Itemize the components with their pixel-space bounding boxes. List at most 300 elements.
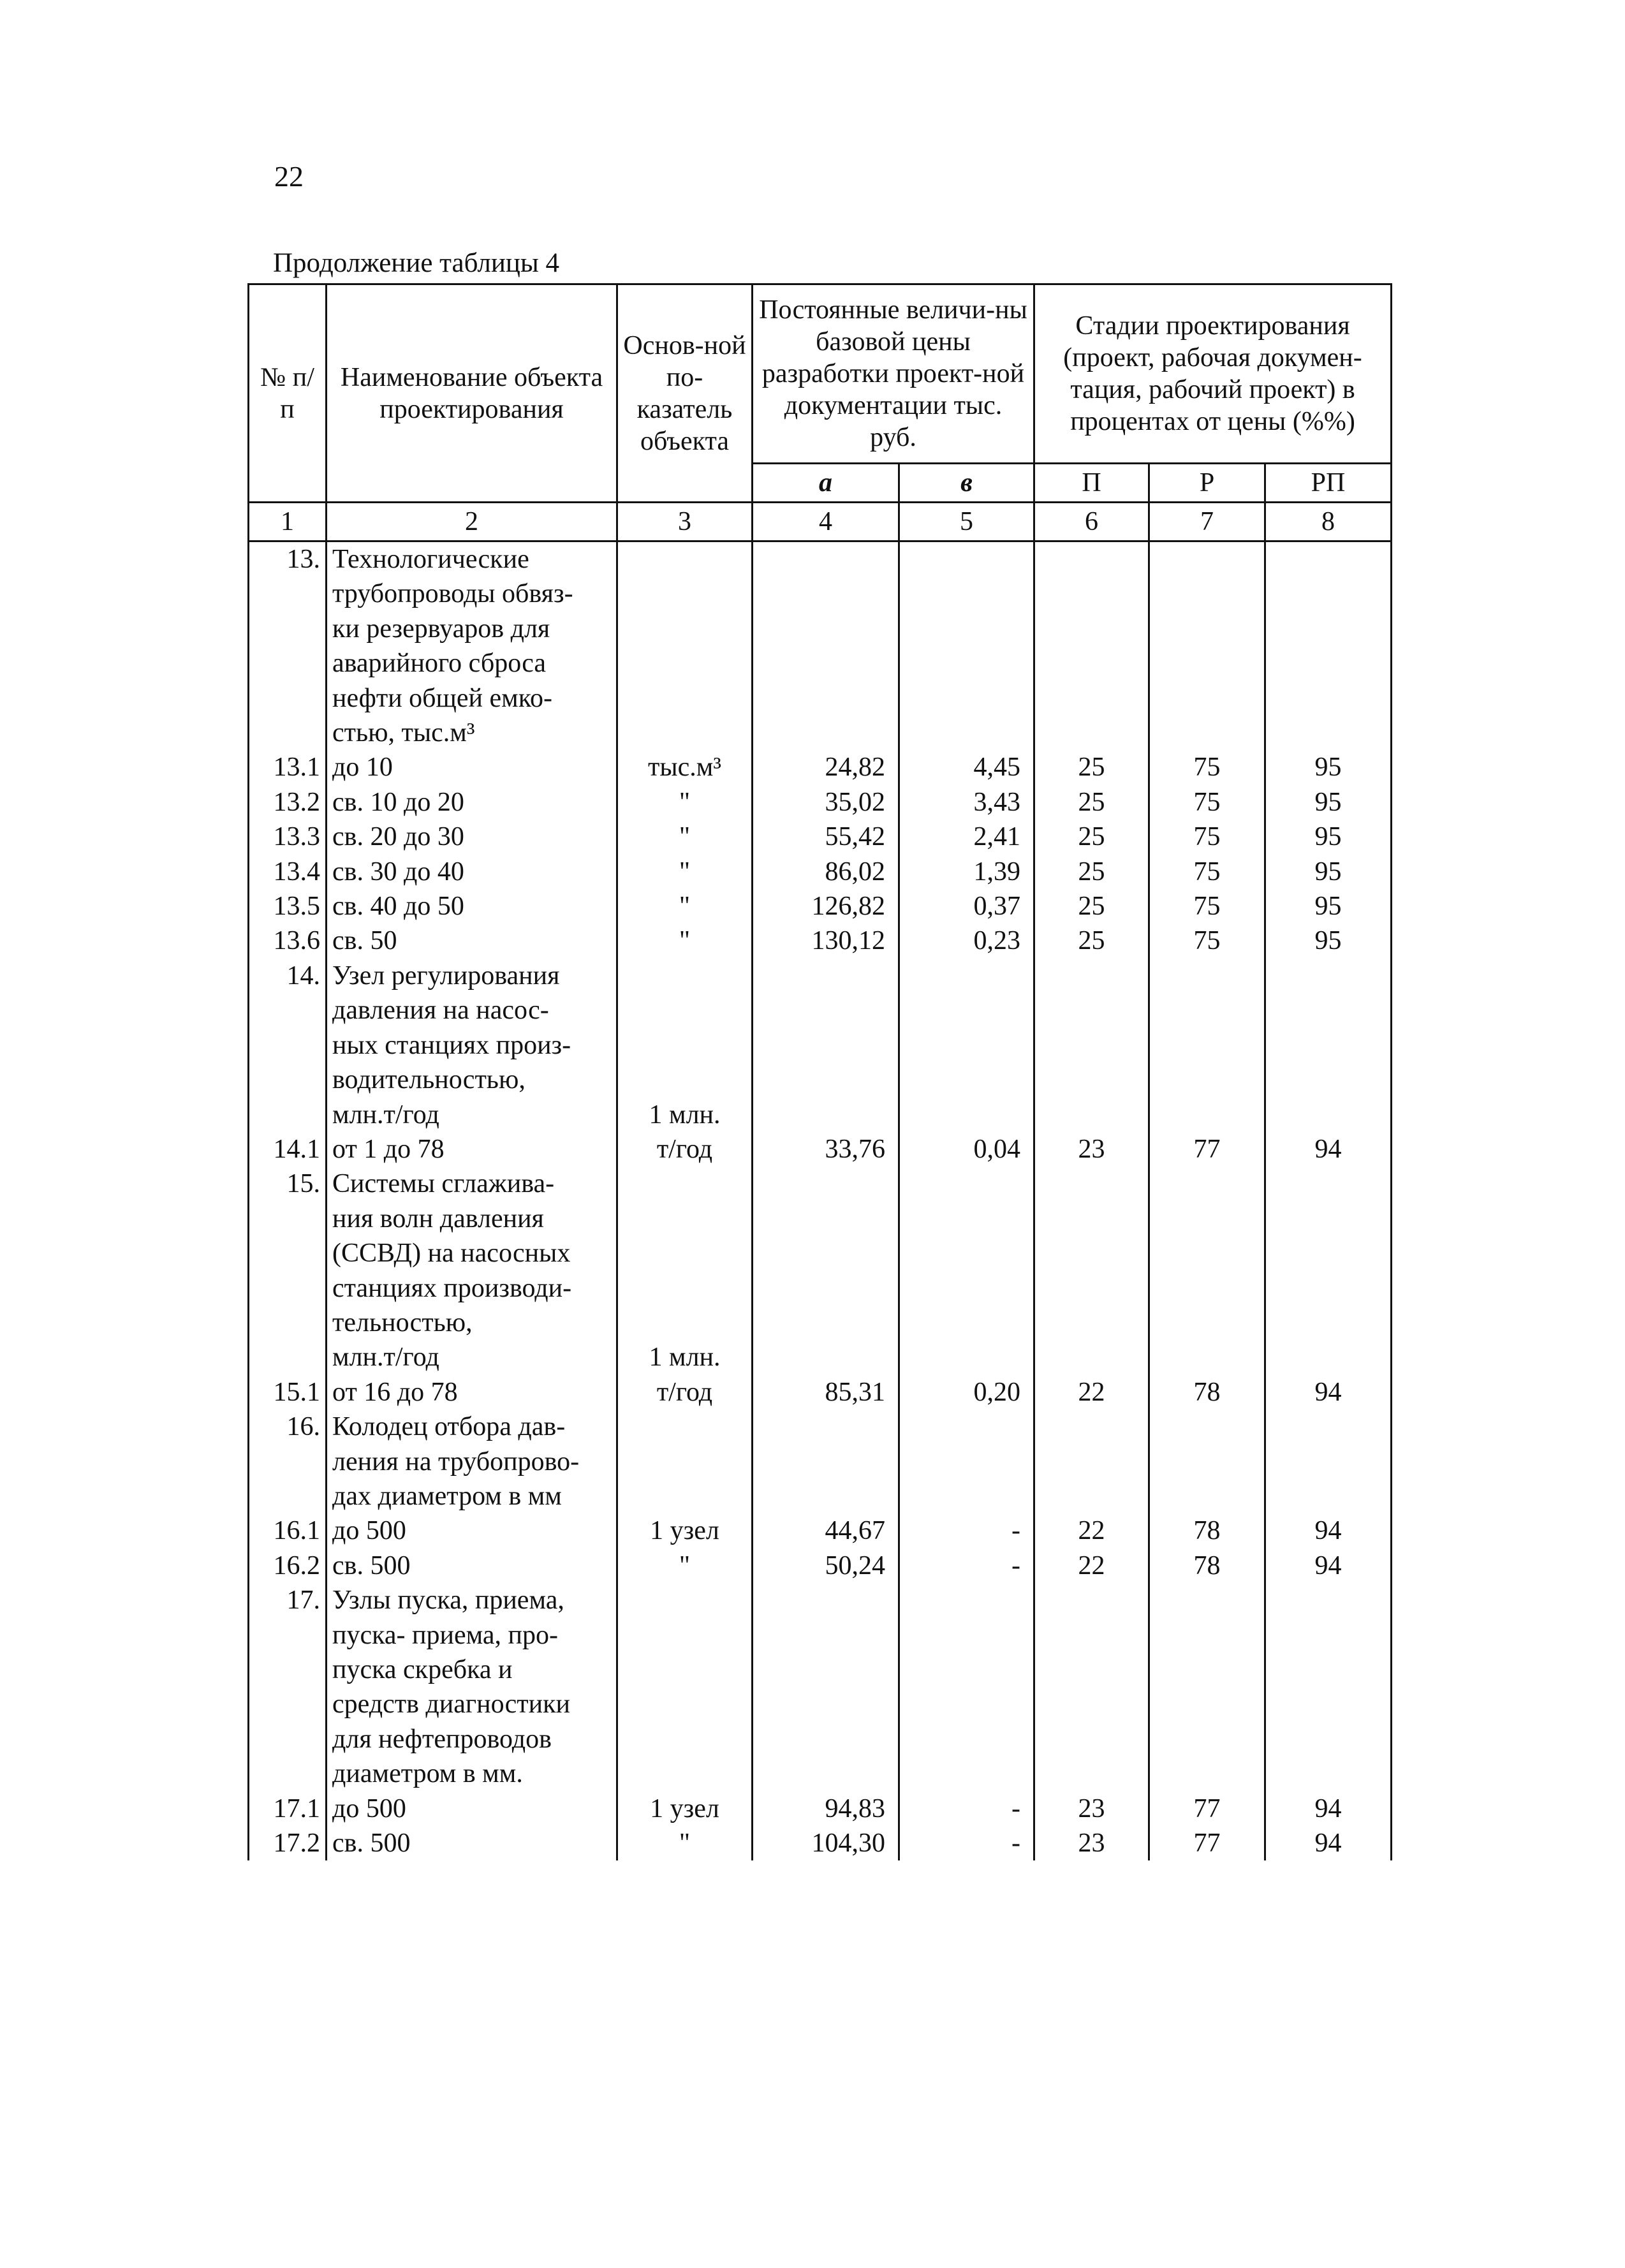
cell-object-name: до 10 <box>327 750 617 784</box>
table-row <box>249 1132 1392 1167</box>
cell-stage-rp <box>1265 1306 1392 1340</box>
cell-stage-rp: 95 <box>1265 785 1392 820</box>
cell-stage-p <box>1034 1098 1149 1132</box>
cell-stage-p <box>1034 1410 1149 1444</box>
cell-value-a <box>753 1271 899 1306</box>
cell-stage-p: 25 <box>1034 820 1149 854</box>
cell-value-a: 24,82 <box>753 750 899 784</box>
cell-stage-rp <box>1265 681 1392 716</box>
cell-number: 13.5 <box>249 889 327 924</box>
cell-indicator <box>617 541 753 577</box>
cell-stage-rp <box>1265 1618 1392 1653</box>
cell-stage-r <box>1149 716 1265 750</box>
cell-indicator <box>617 959 753 993</box>
cell-object-name: Узел регулирования <box>327 959 617 993</box>
cell-value-b <box>899 1236 1034 1270</box>
cell-stage-p <box>1034 681 1149 716</box>
cell-stage-p: 25 <box>1034 750 1149 784</box>
cell-stage-rp <box>1265 1756 1392 1791</box>
cell-stage-rp <box>1265 1098 1392 1132</box>
cell-number: 13.6 <box>249 924 327 958</box>
cell-stage-p: 22 <box>1034 1375 1149 1410</box>
cell-number <box>249 993 327 1027</box>
cell-object-name: стью, тыс.м³ <box>327 716 617 750</box>
cell-indicator: 1 млн. <box>617 1098 753 1132</box>
cell-stage-r <box>1149 1167 1265 1201</box>
cell-stage-r <box>1149 1445 1265 1479</box>
cell-stage-p <box>1034 612 1149 646</box>
cell-object-name: млн.т/год <box>327 1340 617 1374</box>
cell-number <box>249 1653 327 1687</box>
cell-stage-rp <box>1265 1028 1392 1063</box>
cell-indicator <box>617 1445 753 1479</box>
cell-value-a <box>753 1583 899 1617</box>
cell-stage-rp <box>1265 1340 1392 1374</box>
cell-stage-p: 25 <box>1034 855 1149 889</box>
cell-stage-r: 75 <box>1149 820 1265 854</box>
cell-indicator <box>617 993 753 1027</box>
cell-stage-r: 75 <box>1149 750 1265 784</box>
cell-value-a <box>753 1236 899 1270</box>
cell-value-a: 130,12 <box>753 924 899 958</box>
cell-object-name: пуска- приема, про- <box>327 1618 617 1653</box>
header-no: № п/п <box>249 284 327 503</box>
cell-value-a <box>753 1306 899 1340</box>
cell-number: 17. <box>249 1583 327 1617</box>
cell-stage-r <box>1149 1722 1265 1756</box>
cell-stage-rp: 94 <box>1265 1513 1392 1548</box>
table-row <box>249 1236 1392 1270</box>
table-row <box>249 1167 1392 1201</box>
header-name: Наименование объекта проектирования <box>327 284 617 503</box>
cell-value-b <box>899 1063 1034 1097</box>
page-number: 22 <box>274 160 304 193</box>
cell-value-a <box>753 716 899 750</box>
cell-value-b <box>899 716 1034 750</box>
cell-stage-p <box>1034 1756 1149 1791</box>
cell-number <box>249 1202 327 1236</box>
cell-stage-p <box>1034 646 1149 681</box>
cell-indicator <box>617 1722 753 1756</box>
cell-stage-r <box>1149 993 1265 1027</box>
cell-stage-r: 75 <box>1149 785 1265 820</box>
price-table <box>247 283 1392 1860</box>
table-container <box>247 283 1390 1860</box>
cell-value-b <box>899 1687 1034 1721</box>
cell-value-b: 1,39 <box>899 855 1034 889</box>
cell-stage-rp <box>1265 1722 1392 1756</box>
cell-stage-rp <box>1265 1202 1392 1236</box>
cell-object-name: ния волн давления <box>327 1202 617 1236</box>
cell-indicator: тыс.м³ <box>617 750 753 784</box>
cell-indicator <box>617 1583 753 1617</box>
cell-value-b: - <box>899 1792 1034 1826</box>
cell-stage-p: 25 <box>1034 889 1149 924</box>
column-number: 6 <box>1034 503 1149 541</box>
cell-stage-rp <box>1265 1687 1392 1721</box>
cell-number <box>249 577 327 611</box>
cell-stage-p <box>1034 1306 1149 1340</box>
cell-object-name: млн.т/год <box>327 1098 617 1132</box>
cell-value-b <box>899 612 1034 646</box>
cell-indicator: " <box>617 1826 753 1860</box>
cell-indicator <box>617 577 753 611</box>
header-sub-rp: РП <box>1265 464 1392 503</box>
cell-value-b <box>899 1167 1034 1201</box>
cell-number <box>249 1756 327 1791</box>
table-body <box>249 541 1392 1861</box>
cell-indicator: 1 млн. <box>617 1340 753 1374</box>
cell-object-name: св. 40 до 50 <box>327 889 617 924</box>
cell-stage-rp <box>1265 959 1392 993</box>
column-number: 8 <box>1265 503 1392 541</box>
cell-value-a: 85,31 <box>753 1375 899 1410</box>
cell-value-b <box>899 1271 1034 1306</box>
table-row <box>249 1271 1392 1306</box>
cell-number: 17.1 <box>249 1792 327 1826</box>
cell-number: 16. <box>249 1410 327 1444</box>
cell-value-a <box>753 1063 899 1097</box>
cell-value-b <box>899 1618 1034 1653</box>
cell-object-name: (ССВД) на насосных <box>327 1236 617 1270</box>
cell-stage-rp: 94 <box>1265 1792 1392 1826</box>
cell-stage-r <box>1149 1340 1265 1374</box>
cell-value-a: 50,24 <box>753 1549 899 1583</box>
cell-stage-r <box>1149 681 1265 716</box>
cell-value-a: 86,02 <box>753 855 899 889</box>
cell-number <box>249 716 327 750</box>
table-row <box>249 889 1392 924</box>
cell-object-name: диаметром в мм. <box>327 1756 617 1791</box>
cell-value-b <box>899 1306 1034 1340</box>
table-row <box>249 855 1392 889</box>
cell-object-name: для нефтепроводов <box>327 1722 617 1756</box>
cell-stage-rp <box>1265 1063 1392 1097</box>
cell-stage-r <box>1149 612 1265 646</box>
table-row <box>249 959 1392 993</box>
cell-value-a <box>753 1722 899 1756</box>
table-row <box>249 785 1392 820</box>
cell-object-name: аварийного сброса <box>327 646 617 681</box>
cell-stage-rp: 94 <box>1265 1826 1392 1860</box>
header-sub-a: а <box>753 464 899 503</box>
cell-stage-p <box>1034 1687 1149 1721</box>
table-row <box>249 750 1392 784</box>
cell-value-b <box>899 541 1034 577</box>
cell-stage-p <box>1034 1722 1149 1756</box>
cell-indicator <box>617 612 753 646</box>
table-row <box>249 1306 1392 1340</box>
cell-stage-rp <box>1265 1167 1392 1201</box>
table-row <box>249 1583 1392 1617</box>
cell-stage-p <box>1034 1583 1149 1617</box>
cell-object-name: ления на трубопрово- <box>327 1445 617 1479</box>
cell-value-a <box>753 1167 899 1201</box>
cell-stage-p: 22 <box>1034 1549 1149 1583</box>
cell-number <box>249 1306 327 1340</box>
cell-number <box>249 1236 327 1270</box>
cell-stage-rp <box>1265 1271 1392 1306</box>
cell-stage-p: 22 <box>1034 1513 1149 1548</box>
cell-stage-rp <box>1265 1479 1392 1513</box>
cell-stage-rp: 94 <box>1265 1375 1392 1410</box>
cell-value-b <box>899 1445 1034 1479</box>
cell-stage-r <box>1149 1271 1265 1306</box>
cell-value-a: 94,83 <box>753 1792 899 1826</box>
cell-object-name: св. 20 до 30 <box>327 820 617 854</box>
cell-value-b <box>899 959 1034 993</box>
cell-number <box>249 1028 327 1063</box>
cell-value-b: 0,37 <box>899 889 1034 924</box>
cell-value-a <box>753 1653 899 1687</box>
cell-indicator <box>617 1410 753 1444</box>
cell-value-b: 2,41 <box>899 820 1034 854</box>
cell-value-a <box>753 993 899 1027</box>
cell-stage-rp <box>1265 577 1392 611</box>
cell-stage-rp <box>1265 993 1392 1027</box>
table-row <box>249 1202 1392 1236</box>
cell-number: 16.1 <box>249 1513 327 1548</box>
cell-stage-p <box>1034 1479 1149 1513</box>
cell-stage-p <box>1034 1340 1149 1374</box>
cell-indicator: " <box>617 889 753 924</box>
table-row <box>249 577 1392 611</box>
cell-stage-r <box>1149 1653 1265 1687</box>
cell-indicator: " <box>617 820 753 854</box>
cell-stage-r: 78 <box>1149 1513 1265 1548</box>
cell-object-name: до 500 <box>327 1792 617 1826</box>
table-row <box>249 1653 1392 1687</box>
cell-stage-r <box>1149 646 1265 681</box>
cell-number: 13.2 <box>249 785 327 820</box>
cell-value-b <box>899 646 1034 681</box>
cell-value-a: 35,02 <box>753 785 899 820</box>
cell-stage-p <box>1034 716 1149 750</box>
cell-object-name: трубопроводы обвяз- <box>327 577 617 611</box>
cell-object-name: Технологические <box>327 541 617 577</box>
table-row <box>249 1792 1392 1826</box>
cell-value-b: - <box>899 1513 1034 1548</box>
cell-object-name: св. 30 до 40 <box>327 855 617 889</box>
cell-object-name: станциях производи- <box>327 1271 617 1306</box>
cell-stage-r: 75 <box>1149 924 1265 958</box>
cell-value-b <box>899 1098 1034 1132</box>
header-sub-r: Р <box>1149 464 1265 503</box>
cell-stage-r <box>1149 1687 1265 1721</box>
cell-number <box>249 1445 327 1479</box>
cell-stage-rp <box>1265 1445 1392 1479</box>
table-row <box>249 1098 1392 1132</box>
cell-number <box>249 1687 327 1721</box>
table-row <box>249 1445 1392 1479</box>
cell-stage-p <box>1034 1063 1149 1097</box>
table-row <box>249 1028 1392 1063</box>
cell-stage-p <box>1034 1028 1149 1063</box>
cell-object-name: тельностью, <box>327 1306 617 1340</box>
cell-stage-p <box>1034 993 1149 1027</box>
cell-object-name: водительностью, <box>327 1063 617 1097</box>
cell-indicator <box>617 1756 753 1791</box>
cell-value-b <box>899 1410 1034 1444</box>
cell-value-a <box>753 646 899 681</box>
cell-value-b <box>899 993 1034 1027</box>
cell-stage-p <box>1034 1236 1149 1270</box>
table-row <box>249 1513 1392 1548</box>
cell-stage-rp <box>1265 1236 1392 1270</box>
cell-stage-p: 25 <box>1034 924 1149 958</box>
table-row <box>249 681 1392 716</box>
table-row <box>249 1375 1392 1410</box>
cell-value-a <box>753 1445 899 1479</box>
cell-stage-r <box>1149 1202 1265 1236</box>
cell-stage-rp: 94 <box>1265 1132 1392 1167</box>
cell-stage-r <box>1149 1098 1265 1132</box>
cell-value-b <box>899 1028 1034 1063</box>
cell-stage-rp: 95 <box>1265 889 1392 924</box>
cell-stage-r: 77 <box>1149 1826 1265 1860</box>
cell-object-name: до 500 <box>327 1513 617 1548</box>
cell-object-name: от 16 до 78 <box>327 1375 617 1410</box>
column-numbers-row <box>249 503 1392 541</box>
cell-object-name: дах диаметром в мм <box>327 1479 617 1513</box>
cell-stage-r <box>1149 1410 1265 1444</box>
cell-stage-r: 78 <box>1149 1549 1265 1583</box>
cell-value-b <box>899 1653 1034 1687</box>
cell-indicator <box>617 1236 753 1270</box>
cell-object-name: св. 50 <box>327 924 617 958</box>
cell-indicator: " <box>617 924 753 958</box>
cell-number: 15.1 <box>249 1375 327 1410</box>
cell-number: 16.2 <box>249 1549 327 1583</box>
cell-value-a <box>753 959 899 993</box>
cell-stage-r: 77 <box>1149 1792 1265 1826</box>
table-row <box>249 612 1392 646</box>
cell-indicator: " <box>617 785 753 820</box>
cell-indicator <box>617 1687 753 1721</box>
cell-value-a: 104,30 <box>753 1826 899 1860</box>
cell-value-b <box>899 1479 1034 1513</box>
cell-stage-r <box>1149 1236 1265 1270</box>
cell-number: 13.4 <box>249 855 327 889</box>
table-row <box>249 1756 1392 1791</box>
cell-stage-r <box>1149 959 1265 993</box>
cell-number <box>249 1479 327 1513</box>
cell-stage-p <box>1034 1653 1149 1687</box>
cell-number <box>249 1098 327 1132</box>
cell-number <box>249 1271 327 1306</box>
cell-indicator <box>617 681 753 716</box>
column-number: 3 <box>617 503 753 541</box>
cell-number: 13. <box>249 541 327 577</box>
cell-object-name: Колодец отбора дав- <box>327 1410 617 1444</box>
cell-stage-r: 75 <box>1149 855 1265 889</box>
cell-stage-p <box>1034 959 1149 993</box>
cell-object-name: давления на насос- <box>327 993 617 1027</box>
cell-stage-rp <box>1265 612 1392 646</box>
cell-value-a <box>753 1202 899 1236</box>
cell-number <box>249 1722 327 1756</box>
cell-stage-p <box>1034 1202 1149 1236</box>
header-price: Постоянные величи-ны базовой цены разработки проект-ной документации тыс. руб. <box>753 284 1034 464</box>
cell-stage-p: 23 <box>1034 1792 1149 1826</box>
cell-value-b: 4,45 <box>899 750 1034 784</box>
cell-stage-p: 23 <box>1034 1132 1149 1167</box>
cell-object-name: от 1 до 78 <box>327 1132 617 1167</box>
cell-value-a <box>753 1028 899 1063</box>
cell-indicator: " <box>617 1549 753 1583</box>
cell-indicator <box>617 716 753 750</box>
cell-value-a: 55,42 <box>753 820 899 854</box>
cell-value-b <box>899 1756 1034 1791</box>
table-row <box>249 646 1392 681</box>
cell-number: 13.1 <box>249 750 327 784</box>
cell-value-a <box>753 1479 899 1513</box>
cell-stage-rp <box>1265 1583 1392 1617</box>
cell-value-a: 33,76 <box>753 1132 899 1167</box>
cell-stage-rp: 95 <box>1265 820 1392 854</box>
cell-stage-r <box>1149 1306 1265 1340</box>
cell-number <box>249 612 327 646</box>
cell-value-b: 0,04 <box>899 1132 1034 1167</box>
cell-stage-r <box>1149 1063 1265 1097</box>
cell-value-b <box>899 1583 1034 1617</box>
cell-number: 15. <box>249 1167 327 1201</box>
cell-stage-p <box>1034 1167 1149 1201</box>
table-caption: Продолжение таблицы 4 <box>273 248 560 278</box>
cell-value-a <box>753 577 899 611</box>
cell-object-name: ки резервуаров для <box>327 612 617 646</box>
cell-value-a <box>753 1687 899 1721</box>
cell-number <box>249 1340 327 1374</box>
table-row <box>249 993 1392 1027</box>
cell-stage-r: 75 <box>1149 889 1265 924</box>
cell-stage-r <box>1149 1583 1265 1617</box>
cell-value-b: 0,23 <box>899 924 1034 958</box>
cell-stage-r <box>1149 1479 1265 1513</box>
cell-object-name: Системы сглажива- <box>327 1167 617 1201</box>
cell-value-b <box>899 577 1034 611</box>
cell-value-a <box>753 612 899 646</box>
cell-value-b: 3,43 <box>899 785 1034 820</box>
table-row <box>249 1479 1392 1513</box>
cell-value-a <box>753 541 899 577</box>
cell-stage-rp <box>1265 1653 1392 1687</box>
cell-stage-r <box>1149 1028 1265 1063</box>
cell-stage-p <box>1034 577 1149 611</box>
cell-number <box>249 1063 327 1097</box>
cell-stage-rp <box>1265 646 1392 681</box>
table-row <box>249 924 1392 958</box>
cell-object-name: средств диагностики <box>327 1687 617 1721</box>
table-row <box>249 1826 1392 1860</box>
cell-stage-r <box>1149 577 1265 611</box>
cell-value-b: 0,20 <box>899 1375 1034 1410</box>
header-indicator: Основ-ной по-казатель объекта <box>617 284 753 503</box>
cell-number: 14. <box>249 959 327 993</box>
cell-stage-rp: 95 <box>1265 924 1392 958</box>
cell-stage-rp <box>1265 716 1392 750</box>
cell-stage-p <box>1034 1271 1149 1306</box>
column-number: 4 <box>753 503 899 541</box>
cell-value-a <box>753 681 899 716</box>
cell-value-a <box>753 1618 899 1653</box>
cell-stage-rp: 95 <box>1265 855 1392 889</box>
cell-value-a <box>753 1098 899 1132</box>
cell-object-name: св. 500 <box>327 1549 617 1583</box>
header-stages: Стадии проектирования (проект, рабочая докумен-тация, рабочий проект) в процентах от цены (%%) <box>1034 284 1392 464</box>
table-row <box>249 1687 1392 1721</box>
cell-stage-r <box>1149 541 1265 577</box>
